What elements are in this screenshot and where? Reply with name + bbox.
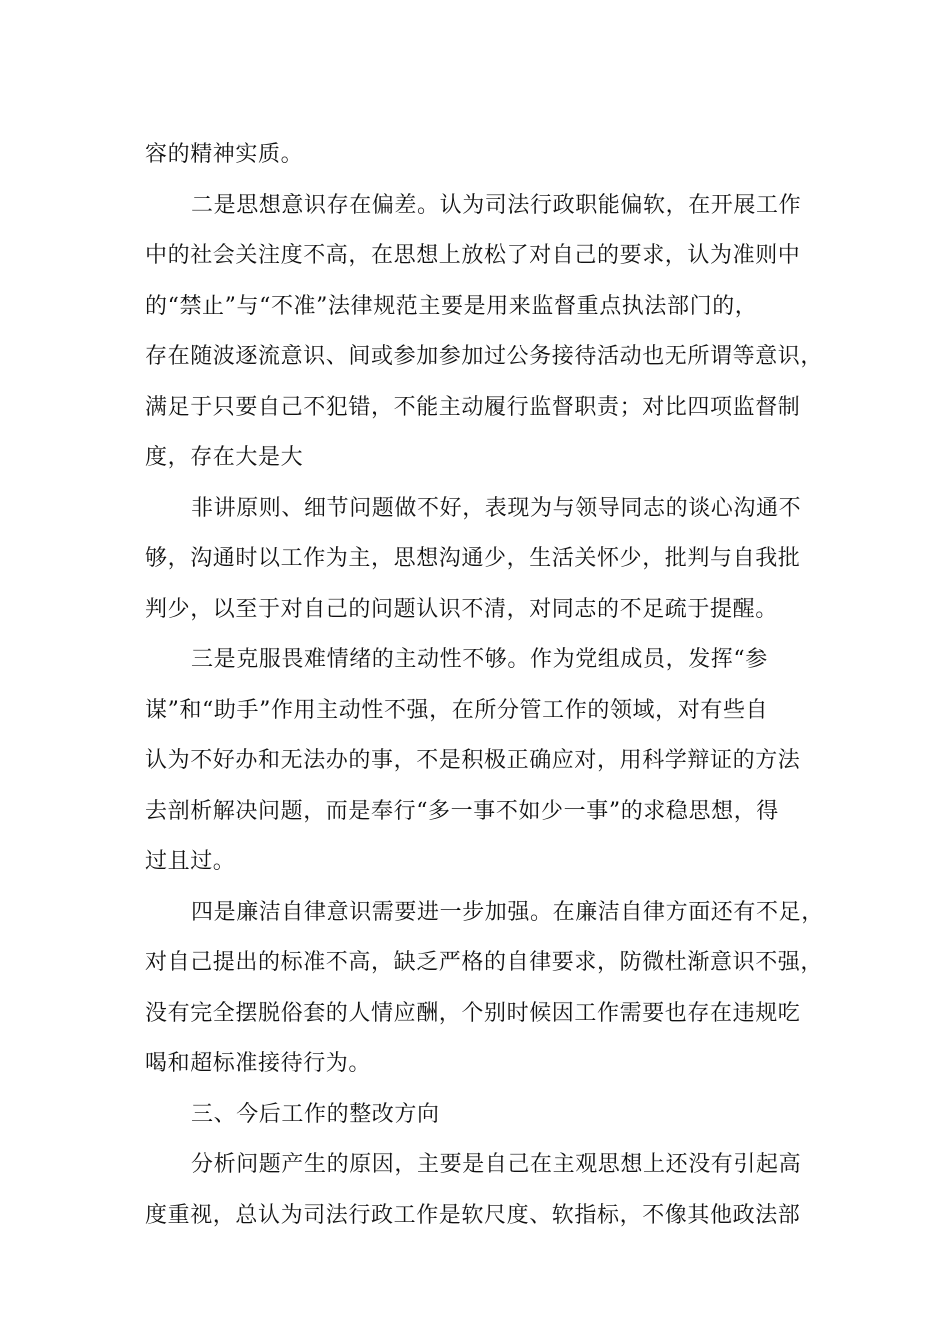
paragraph-ideology-deviation bbox=[145, 181, 835, 484]
text-line: 三是克服畏难情绪的主动性不够。作为党组成员，发挥“参 bbox=[191, 647, 768, 672]
text-line: 谋”和“助手”作用主动性不强，在所分管工作的领域，对有些自 bbox=[145, 697, 769, 723]
text-line: 满足于只要自己不犯错，不能主动履行监督职责；对比四项监督制 bbox=[145, 394, 801, 420]
text-line: 分析问题产生的原因，主要是自己在主观思想上还没有引起高 bbox=[191, 1152, 802, 1177]
section-heading: 三、今后工作的整改方向 bbox=[191, 1101, 440, 1127]
text-line: 过且过。 bbox=[145, 849, 236, 874]
text-line: 判少，以至于对自己的问题认识不清，对同志的不足疏于提醒。 bbox=[145, 596, 778, 622]
paragraph-initiative bbox=[145, 635, 835, 888]
text-line: 二是思想意识存在偏差。认为司法行政职能偏软，在开展工作 bbox=[191, 192, 802, 218]
text-line: 的“禁止”与“不准”法律规范主要是用来监督重点执法部门的， bbox=[145, 293, 758, 319]
paragraph-cause-analysis bbox=[145, 1140, 835, 1241]
text-line: 度，存在大是大 bbox=[145, 445, 304, 470]
paragraph-principles bbox=[145, 484, 835, 636]
text-line: 四是廉洁自律意识需要进一步加强。在廉洁自律方面还有不足， bbox=[191, 899, 824, 925]
paragraph-integrity bbox=[145, 888, 835, 1090]
text-line: 没有完全摆脱俗套的人情应酬，个别时候因工作需要也存在违规吃 bbox=[145, 1000, 801, 1026]
text-line: 中的社会关注度不高，在思想上放松了对自己的要求，认为准则中 bbox=[145, 243, 801, 268]
paragraph-continuation bbox=[145, 130, 835, 181]
section-heading-rectification bbox=[145, 1090, 835, 1141]
text-line: 够，沟通时以工作为主，思想沟通少，生活关怀少，批判与自我批 bbox=[145, 546, 801, 571]
document-body bbox=[145, 130, 835, 1241]
text-line: 非讲原则、细节问题做不好，表现为与领导同志的谈心沟通不 bbox=[191, 495, 802, 521]
text-line: 度重视，总认为司法行政工作是软尺度、软指标，不像其他政法部 bbox=[145, 1202, 801, 1228]
text-line: 存在随波逐流意识、间或参加参加过公务接待活动也无所谓等意识， bbox=[145, 344, 824, 369]
text-line: 容的精神实质。 bbox=[145, 142, 304, 167]
text-line: 对自己提出的标准不高，缺乏严格的自律要求，防微杜渐意识不强， bbox=[145, 950, 824, 975]
text-line: 去剖析解决问题，而是奉行“多一事不如少一事”的求稳思想，得 bbox=[145, 798, 779, 824]
text-line: 喝和超标准接待行为。 bbox=[145, 1051, 372, 1076]
text-line: 认为不好办和无法办的事，不是积极正确应对，用科学辩证的方法 bbox=[145, 748, 801, 773]
